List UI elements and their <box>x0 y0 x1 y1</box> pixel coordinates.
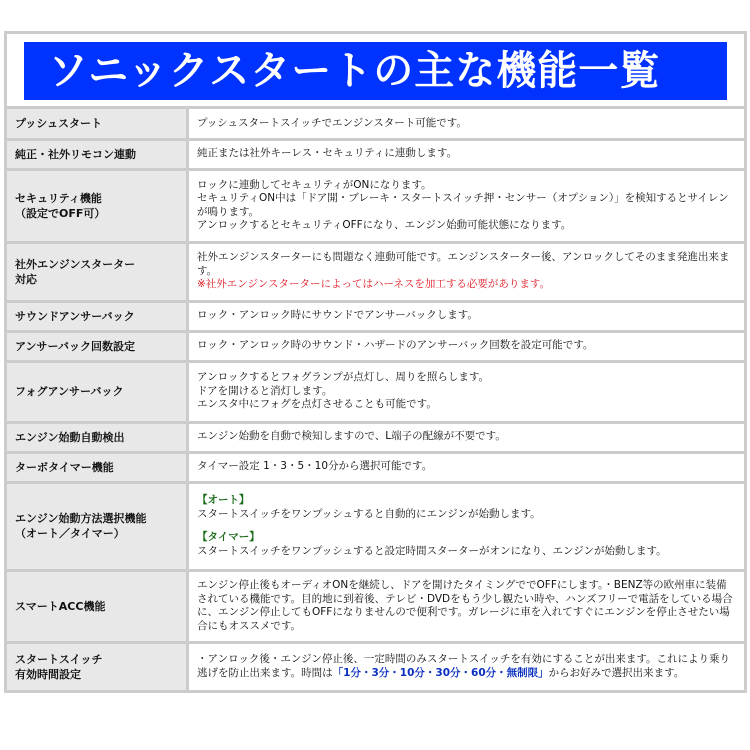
description-text: ロック・アンロック時にサウンドでアンサーバックします。 <box>197 309 478 322</box>
feature-name <box>7 301 188 331</box>
spacer <box>197 521 736 531</box>
description-text: ロック・アンロック時のサウンド・ハザードのアンサーバック回数を設定可能です。 <box>197 339 594 352</box>
feature-name-text: 純正・社外リモコン連動 <box>15 147 136 161</box>
table-row <box>7 452 744 482</box>
feature-description <box>188 642 745 690</box>
feature-name <box>7 331 188 361</box>
feature-name-text: セキュリティ機能 <box>15 191 102 205</box>
table-row <box>7 242 744 301</box>
description-text: アンロックするとセキュリティOFFになり、エンジン始動可能状態になります。 <box>197 219 572 231</box>
feature-name-subtext: （オート／タイマー） <box>15 527 125 540</box>
feature-name-text: サウンドアンサーバック <box>15 309 135 323</box>
feature-name-text: スマートACC機能 <box>15 599 106 613</box>
feature-description <box>188 452 745 482</box>
feature-name-text: エンジン始動方法選択機能 <box>15 512 147 525</box>
table-row <box>7 301 744 331</box>
table-row <box>7 422 744 452</box>
banner-wrap <box>7 34 744 109</box>
feature-name <box>7 482 188 570</box>
description-text: エンジン停止後もオーディオONを継続し、ドアを開けたタイミングででOFFにします。・BENZ等の欧州車に装備されている機能です。目的地に到着後、テレビ・DVDをもう少し観たい時や、ハンズフリーで電話をしている場合に、エンジン停止してもOFFになりませんので便利です。ガレージに車を入れてすぐにエンジンを停止させたい場合にもオススメです。 <box>197 579 733 632</box>
time-options-highlight: 「1分・3分・10分・30分・60分・無制限」 <box>332 666 549 679</box>
feature-name <box>7 169 188 242</box>
description-text: エンスタ中にフォグを点灯させることも可能です。 <box>197 398 437 411</box>
table-row <box>7 169 744 242</box>
feature-name-text: アンサーバック回数設定 <box>15 339 136 353</box>
feature-description <box>188 169 745 242</box>
feature-name-text: スタートスイッチ <box>15 652 103 666</box>
description-text: 社外エンジンスターターにも問題なく連動可能です。エンジンスターター後、アンロックしてそのまま発進出来ます。 <box>197 251 730 277</box>
feature-description <box>188 422 745 452</box>
table-row <box>7 139 744 169</box>
feature-name-text: ターボタイマー機能 <box>15 460 114 474</box>
description-text: アンロックするとフォグランプが点灯し、周りを照らします。 <box>197 371 490 384</box>
feature-name <box>7 642 188 690</box>
feature-name-subtext: 有効時間設定 <box>15 667 81 681</box>
feature-name <box>7 139 188 169</box>
feature-name-subtext: （設定でOFF可） <box>15 206 106 220</box>
feature-name-text: プッシュスタート <box>15 116 103 130</box>
feature-name <box>7 570 188 642</box>
feature-name-text: エンジン始動自動検出 <box>15 430 125 444</box>
table-row <box>7 642 744 690</box>
mode-tag-auto: 【オート】 <box>197 494 250 506</box>
table-row <box>7 331 744 361</box>
title-banner <box>24 42 727 100</box>
feature-description <box>188 109 745 139</box>
feature-description <box>188 361 745 422</box>
description-text: ・アンロック後・エンジン停止後、一定時間のみスタートスイッチを有効にすることが出来ます。これにより乗り逃げを防止出来ます。時間は <box>197 653 730 679</box>
table-row <box>7 570 744 642</box>
table-row <box>7 109 744 139</box>
feature-description <box>188 331 745 361</box>
feature-list-frame <box>4 31 747 693</box>
feature-description <box>188 242 745 301</box>
feature-name-text: 社外エンジンスターター <box>15 257 136 271</box>
feature-description <box>188 482 745 570</box>
description-text: セキュリティON中は「ドア開・ブレーキ・スタートスイッチ押・センサー（オプション）」を検知するとサイレンが鳴ります。 <box>197 192 729 218</box>
mode-tag-timer: 【タイマー】 <box>197 531 260 543</box>
feature-table <box>7 109 744 690</box>
description-text: プッシュスタートスイッチでエンジンスタート可能です。 <box>197 116 467 129</box>
description-text: 純正または社外キーレス・セキュリティに連動します。 <box>197 147 458 160</box>
description-text: エンジン始動を自動で検知しますので、L端子の配線が不要です。 <box>197 430 506 443</box>
mode-text-timer: スタートスイッチをワンプッシュすると設定時間スターターがオンになり、エンジンが始動します。 <box>197 544 667 557</box>
description-text: タイマー設定 1・3・5・10分から選択可能です。 <box>197 460 433 473</box>
feature-name <box>7 361 188 422</box>
description-text: ロックに連動してセキュリティがONになります。 <box>197 178 432 191</box>
page-title: ソニックスタートの主な機能一覧 <box>48 48 661 94</box>
feature-name <box>7 242 188 301</box>
feature-name-text: フォグアンサーバック <box>15 385 124 398</box>
feature-name-subtext: 対応 <box>15 272 37 286</box>
feature-name <box>7 422 188 452</box>
feature-name <box>7 452 188 482</box>
feature-description <box>188 139 745 169</box>
table-row <box>7 482 744 570</box>
feature-name <box>7 109 188 139</box>
feature-description <box>188 570 745 642</box>
warning-note: ※社外エンジンスターターによってはハーネスを加工する必要があります。 <box>197 278 551 291</box>
table-row <box>7 361 744 422</box>
description-text: からお好みで選択出来ます。 <box>548 666 685 679</box>
description-text: ドアを開けると消灯します。 <box>197 384 333 397</box>
feature-description <box>188 301 745 331</box>
mode-text-auto: スタートスイッチをワンプッシュすると自動的にエンジンが始動します。 <box>197 507 541 520</box>
